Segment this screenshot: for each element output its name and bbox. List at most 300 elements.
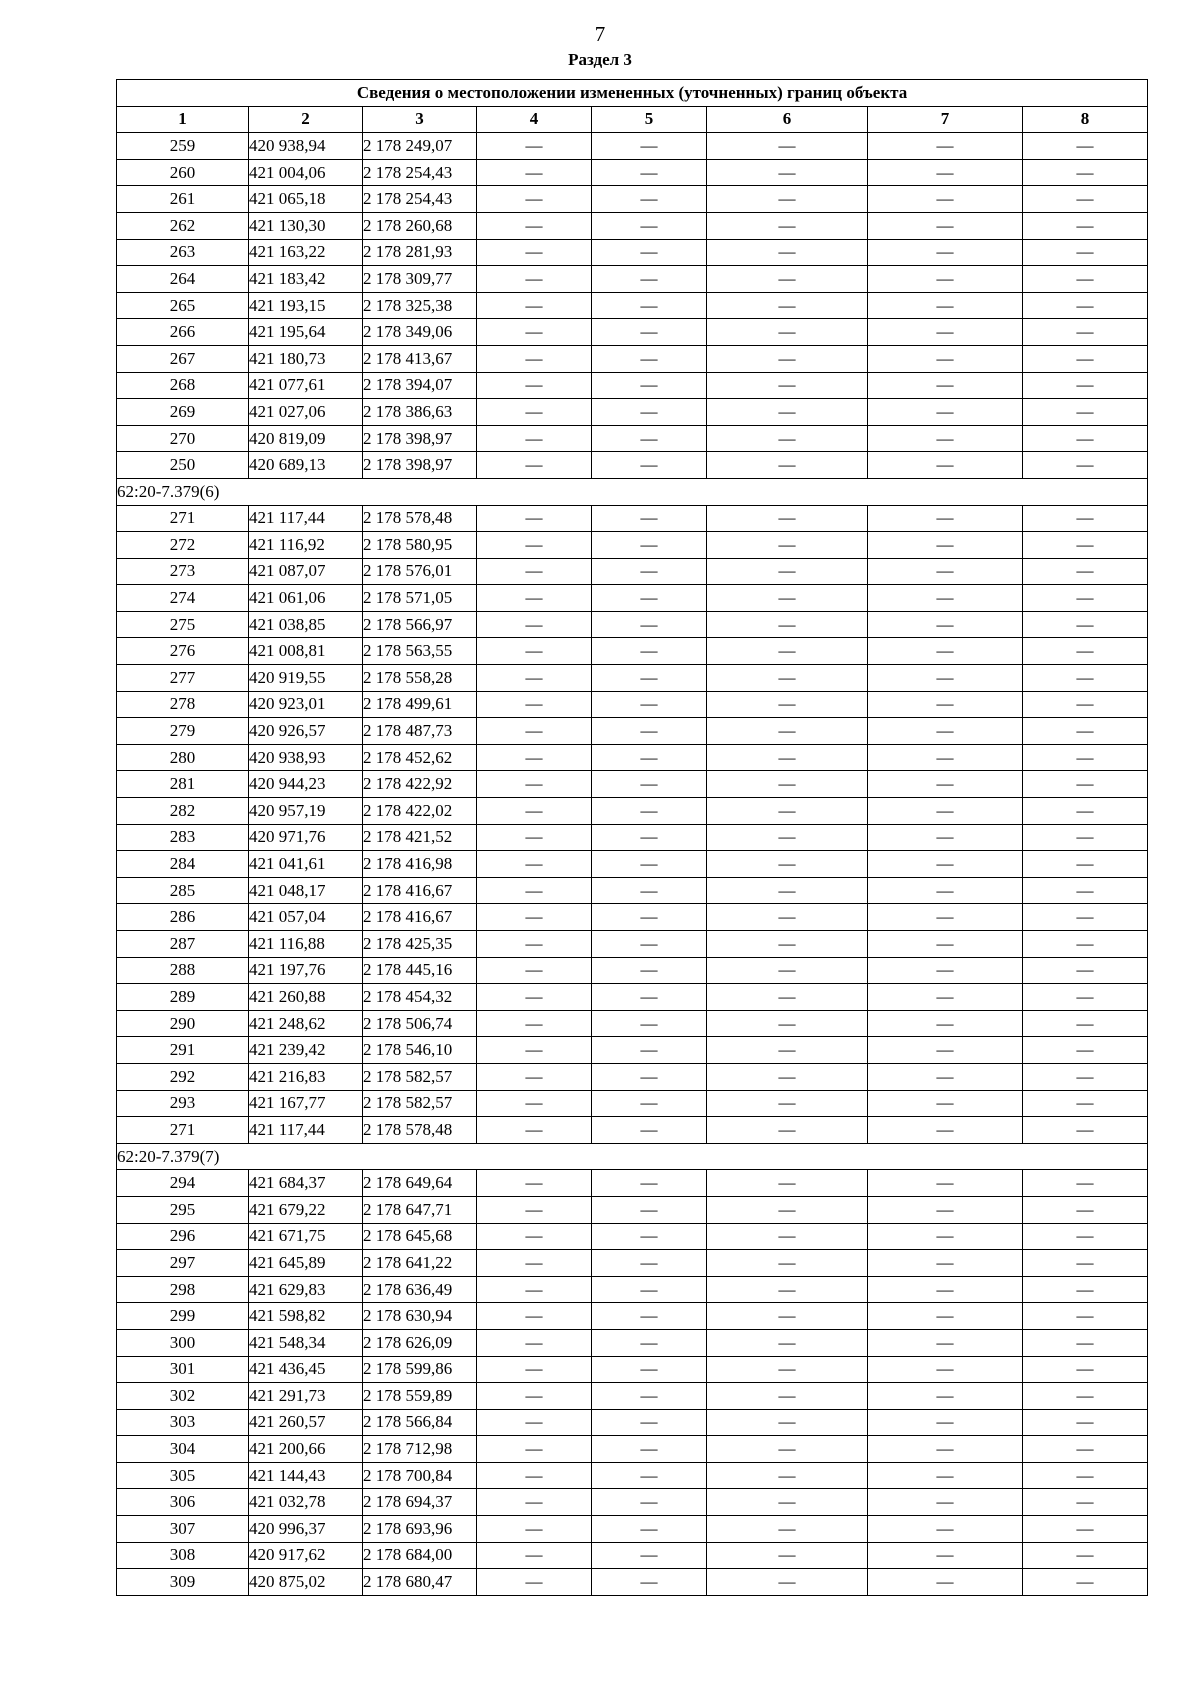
empty-cell: — — [707, 824, 868, 851]
coordinate-y: 2 178 684,00 — [363, 1542, 477, 1569]
empty-cell: — — [477, 212, 592, 239]
empty-cell: — — [1023, 1063, 1148, 1090]
empty-cell: — — [1023, 718, 1148, 745]
empty-cell: — — [707, 1303, 868, 1330]
empty-cell: — — [592, 1117, 707, 1144]
coordinate-x: 421 200,66 — [249, 1436, 363, 1463]
empty-cell: — — [477, 718, 592, 745]
coordinate-y: 2 178 394,07 — [363, 372, 477, 399]
coordinate-x: 421 197,76 — [249, 957, 363, 984]
empty-cell: — — [477, 452, 592, 479]
coordinate-x: 421 260,57 — [249, 1409, 363, 1436]
table-row — [117, 931, 1148, 958]
empty-cell: — — [1023, 1569, 1148, 1596]
coordinate-y: 2 178 416,98 — [363, 851, 477, 878]
table-row — [117, 1170, 1148, 1197]
empty-cell: — — [868, 904, 1023, 931]
column-number: 5 — [592, 106, 707, 133]
empty-cell: — — [707, 585, 868, 612]
coordinate-y: 2 178 576,01 — [363, 558, 477, 585]
coordinate-x: 421 629,83 — [249, 1276, 363, 1303]
empty-cell: — — [1023, 691, 1148, 718]
coordinate-y: 2 178 421,52 — [363, 824, 477, 851]
empty-cell: — — [1023, 1117, 1148, 1144]
empty-cell: — — [1023, 1196, 1148, 1223]
empty-cell: — — [868, 505, 1023, 532]
coordinate-y: 2 178 325,38 — [363, 292, 477, 319]
coordinate-x: 421 195,64 — [249, 319, 363, 346]
empty-cell: — — [592, 1090, 707, 1117]
empty-cell: — — [1023, 665, 1148, 692]
table-row — [117, 718, 1148, 745]
empty-cell: — — [477, 611, 592, 638]
empty-cell: — — [592, 425, 707, 452]
table-row — [117, 1462, 1148, 1489]
empty-cell: — — [477, 1090, 592, 1117]
coordinate-y: 2 178 254,43 — [363, 186, 477, 213]
empty-cell: — — [477, 1010, 592, 1037]
empty-cell: — — [868, 1250, 1023, 1277]
empty-cell: — — [592, 159, 707, 186]
point-number: 283 — [117, 824, 249, 851]
coordinate-y: 2 178 582,57 — [363, 1063, 477, 1090]
coordinate-x: 421 087,07 — [249, 558, 363, 585]
coordinate-y: 2 178 694,37 — [363, 1489, 477, 1516]
empty-cell: — — [707, 266, 868, 293]
point-number: 288 — [117, 957, 249, 984]
coordinate-x: 421 193,15 — [249, 292, 363, 319]
empty-cell: — — [868, 1303, 1023, 1330]
point-number: 295 — [117, 1196, 249, 1223]
empty-cell: — — [592, 319, 707, 346]
table-row — [117, 1303, 1148, 1330]
table-row — [117, 292, 1148, 319]
empty-cell: — — [592, 292, 707, 319]
empty-cell: — — [868, 1356, 1023, 1383]
empty-cell: — — [1023, 292, 1148, 319]
empty-cell: — — [707, 798, 868, 825]
empty-cell: — — [477, 1223, 592, 1250]
empty-cell: — — [868, 1037, 1023, 1064]
coordinate-y: 2 178 580,95 — [363, 532, 477, 559]
empty-cell: — — [477, 1196, 592, 1223]
empty-cell: — — [592, 1037, 707, 1064]
coordinate-y: 2 178 712,98 — [363, 1436, 477, 1463]
point-number: 260 — [117, 159, 249, 186]
coordinate-x: 421 116,92 — [249, 532, 363, 559]
point-number: 266 — [117, 319, 249, 346]
coordinate-y: 2 178 349,06 — [363, 319, 477, 346]
empty-cell: — — [1023, 239, 1148, 266]
coordinate-y: 2 178 626,09 — [363, 1329, 477, 1356]
column-number: 6 — [707, 106, 868, 133]
empty-cell: — — [477, 133, 592, 160]
table-row — [117, 1516, 1148, 1543]
coordinate-y: 2 178 386,63 — [363, 399, 477, 426]
coordinate-y: 2 178 398,97 — [363, 425, 477, 452]
point-number: 293 — [117, 1090, 249, 1117]
empty-cell: — — [707, 1329, 868, 1356]
column-number: 3 — [363, 106, 477, 133]
coordinate-y: 2 178 413,67 — [363, 345, 477, 372]
empty-cell: — — [477, 931, 592, 958]
empty-cell: — — [707, 1409, 868, 1436]
empty-cell: — — [868, 1090, 1023, 1117]
empty-cell: — — [868, 957, 1023, 984]
empty-cell: — — [592, 984, 707, 1011]
coordinate-y: 2 178 571,05 — [363, 585, 477, 612]
table-row — [117, 665, 1148, 692]
table-caption: Сведения о местоположении измененных (уточненных) границ объекта — [117, 80, 1148, 107]
table-row — [117, 1356, 1148, 1383]
empty-cell: — — [707, 399, 868, 426]
empty-cell: — — [592, 212, 707, 239]
empty-cell: — — [868, 1516, 1023, 1543]
empty-cell: — — [592, 824, 707, 851]
empty-cell: — — [1023, 877, 1148, 904]
empty-cell: — — [707, 1276, 868, 1303]
coordinate-y: 2 178 416,67 — [363, 904, 477, 931]
empty-cell: — — [1023, 399, 1148, 426]
empty-cell: — — [592, 1356, 707, 1383]
empty-cell: — — [868, 1569, 1023, 1596]
empty-cell: — — [592, 691, 707, 718]
empty-cell: — — [592, 505, 707, 532]
empty-cell: — — [1023, 266, 1148, 293]
empty-cell: — — [477, 744, 592, 771]
table-row — [117, 1037, 1148, 1064]
empty-cell: — — [477, 425, 592, 452]
column-number: 1 — [117, 106, 249, 133]
empty-cell: — — [707, 1516, 868, 1543]
empty-cell: — — [707, 744, 868, 771]
empty-cell: — — [592, 904, 707, 931]
empty-cell: — — [1023, 957, 1148, 984]
empty-cell: — — [707, 638, 868, 665]
empty-cell: — — [1023, 212, 1148, 239]
coordinate-x: 421 183,42 — [249, 266, 363, 293]
coordinate-x: 421 117,44 — [249, 505, 363, 532]
empty-cell: — — [868, 1063, 1023, 1090]
table-row — [117, 133, 1148, 160]
table-row — [117, 611, 1148, 638]
empty-cell: — — [707, 186, 868, 213]
point-number: 276 — [117, 638, 249, 665]
coordinate-y: 2 178 566,84 — [363, 1409, 477, 1436]
empty-cell: — — [1023, 1516, 1148, 1543]
empty-cell: — — [1023, 133, 1148, 160]
empty-cell: — — [1023, 159, 1148, 186]
point-number: 261 — [117, 186, 249, 213]
empty-cell: — — [868, 1117, 1023, 1144]
table-row — [117, 372, 1148, 399]
table-row — [117, 239, 1148, 266]
coordinate-x: 421 027,06 — [249, 399, 363, 426]
empty-cell: — — [868, 1542, 1023, 1569]
empty-cell: — — [1023, 1409, 1148, 1436]
point-number: 303 — [117, 1409, 249, 1436]
empty-cell: — — [868, 1223, 1023, 1250]
point-number: 287 — [117, 931, 249, 958]
empty-cell: — — [477, 1250, 592, 1277]
empty-cell: — — [477, 904, 592, 931]
empty-cell: — — [707, 611, 868, 638]
coordinate-x: 421 167,77 — [249, 1090, 363, 1117]
point-number: 298 — [117, 1276, 249, 1303]
point-number: 292 — [117, 1063, 249, 1090]
table-row — [117, 744, 1148, 771]
empty-cell: — — [707, 931, 868, 958]
coordinate-x: 421 004,06 — [249, 159, 363, 186]
coordinate-y: 2 178 649,64 — [363, 1170, 477, 1197]
point-number: 281 — [117, 771, 249, 798]
empty-cell: — — [868, 691, 1023, 718]
empty-cell: — — [592, 1063, 707, 1090]
coordinate-x: 420 819,09 — [249, 425, 363, 452]
point-number: 274 — [117, 585, 249, 612]
empty-cell: — — [477, 1569, 592, 1596]
table-row — [117, 505, 1148, 532]
table-row — [117, 1276, 1148, 1303]
empty-cell: — — [477, 558, 592, 585]
group-label: 62:20-7.379(6) — [117, 478, 1148, 505]
empty-cell: — — [707, 425, 868, 452]
empty-cell: — — [868, 984, 1023, 1011]
empty-cell: — — [592, 1516, 707, 1543]
empty-cell: — — [592, 345, 707, 372]
empty-cell: — — [707, 558, 868, 585]
point-number: 259 — [117, 133, 249, 160]
coordinate-x: 421 671,75 — [249, 1223, 363, 1250]
point-number: 277 — [117, 665, 249, 692]
empty-cell: — — [868, 399, 1023, 426]
empty-cell: — — [868, 771, 1023, 798]
empty-cell: — — [592, 1170, 707, 1197]
empty-cell: — — [868, 425, 1023, 452]
empty-cell: — — [868, 638, 1023, 665]
coordinate-x: 421 180,73 — [249, 345, 363, 372]
empty-cell: — — [477, 1037, 592, 1064]
empty-cell: — — [592, 957, 707, 984]
point-number: 279 — [117, 718, 249, 745]
coordinate-x: 421 645,89 — [249, 1250, 363, 1277]
point-number: 300 — [117, 1329, 249, 1356]
table-row — [117, 266, 1148, 293]
coordinate-y: 2 178 260,68 — [363, 212, 477, 239]
empty-cell: — — [1023, 425, 1148, 452]
empty-cell: — — [477, 505, 592, 532]
point-number: 301 — [117, 1356, 249, 1383]
empty-cell: — — [592, 1223, 707, 1250]
table-row — [117, 1569, 1148, 1596]
point-number: 280 — [117, 744, 249, 771]
empty-cell: — — [1023, 1436, 1148, 1463]
empty-cell: — — [477, 1276, 592, 1303]
empty-cell: — — [592, 1409, 707, 1436]
table-row — [117, 1436, 1148, 1463]
empty-cell: — — [592, 1542, 707, 1569]
empty-cell: — — [868, 1276, 1023, 1303]
coordinate-y: 2 178 636,49 — [363, 1276, 477, 1303]
coordinate-x: 421 041,61 — [249, 851, 363, 878]
empty-cell: — — [1023, 345, 1148, 372]
empty-cell: — — [868, 744, 1023, 771]
empty-cell: — — [868, 133, 1023, 160]
table-row — [117, 1196, 1148, 1223]
empty-cell: — — [707, 1356, 868, 1383]
point-number: 286 — [117, 904, 249, 931]
coordinate-y: 2 178 599,86 — [363, 1356, 477, 1383]
empty-cell: — — [707, 292, 868, 319]
table-row — [117, 851, 1148, 878]
empty-cell: — — [477, 319, 592, 346]
empty-cell: — — [1023, 452, 1148, 479]
empty-cell: — — [1023, 904, 1148, 931]
empty-cell: — — [477, 798, 592, 825]
coordinate-y: 2 178 506,74 — [363, 1010, 477, 1037]
empty-cell: — — [868, 452, 1023, 479]
empty-cell: — — [477, 186, 592, 213]
point-number: 265 — [117, 292, 249, 319]
empty-cell: — — [477, 824, 592, 851]
empty-cell: — — [707, 1170, 868, 1197]
table-body — [117, 133, 1148, 1596]
empty-cell: — — [592, 1569, 707, 1596]
empty-cell: — — [868, 931, 1023, 958]
coordinate-y: 2 178 249,07 — [363, 133, 477, 160]
empty-cell: — — [477, 532, 592, 559]
empty-cell: — — [868, 851, 1023, 878]
point-number: 306 — [117, 1489, 249, 1516]
empty-cell: — — [592, 665, 707, 692]
point-number: 299 — [117, 1303, 249, 1330]
point-number: 275 — [117, 611, 249, 638]
column-number: 7 — [868, 106, 1023, 133]
point-number: 250 — [117, 452, 249, 479]
empty-cell: — — [592, 931, 707, 958]
point-number: 291 — [117, 1037, 249, 1064]
table-row — [117, 877, 1148, 904]
table-row — [117, 691, 1148, 718]
empty-cell: — — [707, 1436, 868, 1463]
empty-cell: — — [868, 798, 1023, 825]
coordinate-x: 421 291,73 — [249, 1383, 363, 1410]
coordinate-x: 420 957,19 — [249, 798, 363, 825]
coordinate-x: 420 938,93 — [249, 744, 363, 771]
point-number: 302 — [117, 1383, 249, 1410]
empty-cell: — — [707, 1383, 868, 1410]
table-row — [117, 425, 1148, 452]
empty-cell: — — [868, 1436, 1023, 1463]
empty-cell: — — [477, 877, 592, 904]
coordinate-x: 420 926,57 — [249, 718, 363, 745]
coordinate-y: 2 178 680,47 — [363, 1569, 477, 1596]
coordinate-y: 2 178 566,97 — [363, 611, 477, 638]
coordinate-x: 420 971,76 — [249, 824, 363, 851]
empty-cell: — — [707, 1542, 868, 1569]
empty-cell: — — [868, 611, 1023, 638]
empty-cell: — — [1023, 1250, 1148, 1277]
page-number: 7 — [594, 22, 606, 46]
empty-cell: — — [707, 319, 868, 346]
empty-cell: — — [1023, 505, 1148, 532]
empty-cell: — — [477, 1462, 592, 1489]
empty-cell: — — [592, 851, 707, 878]
coordinate-x: 421 144,43 — [249, 1462, 363, 1489]
table-row — [117, 1063, 1148, 1090]
empty-cell: — — [868, 319, 1023, 346]
empty-cell: — — [868, 345, 1023, 372]
empty-cell: — — [592, 452, 707, 479]
empty-cell: — — [707, 665, 868, 692]
empty-cell: — — [707, 452, 868, 479]
empty-cell: — — [707, 212, 868, 239]
empty-cell: — — [477, 1383, 592, 1410]
empty-cell: — — [1023, 319, 1148, 346]
empty-cell: — — [477, 1063, 592, 1090]
empty-cell: — — [477, 957, 592, 984]
empty-cell: — — [1023, 1223, 1148, 1250]
coordinate-y: 2 178 487,73 — [363, 718, 477, 745]
empty-cell: — — [1023, 1303, 1148, 1330]
coordinate-y: 2 178 546,10 — [363, 1037, 477, 1064]
empty-cell: — — [592, 585, 707, 612]
coordinate-y: 2 178 281,93 — [363, 239, 477, 266]
table-row — [117, 159, 1148, 186]
point-number: 269 — [117, 399, 249, 426]
coordinate-x: 421 116,88 — [249, 931, 363, 958]
table-row — [117, 1223, 1148, 1250]
empty-cell: — — [477, 691, 592, 718]
empty-cell: — — [707, 691, 868, 718]
column-number-row — [117, 106, 1148, 133]
point-number: 308 — [117, 1542, 249, 1569]
empty-cell: — — [592, 266, 707, 293]
point-number: 285 — [117, 877, 249, 904]
point-number: 264 — [117, 266, 249, 293]
group-header-row — [117, 478, 1148, 505]
table-row — [117, 638, 1148, 665]
empty-cell: — — [592, 611, 707, 638]
empty-cell: — — [868, 532, 1023, 559]
empty-cell: — — [477, 345, 592, 372]
coordinate-y: 2 178 425,35 — [363, 931, 477, 958]
empty-cell: — — [477, 771, 592, 798]
empty-cell: — — [477, 1170, 592, 1197]
coordinate-x: 421 436,45 — [249, 1356, 363, 1383]
empty-cell: — — [707, 505, 868, 532]
point-number: 297 — [117, 1250, 249, 1277]
empty-cell: — — [1023, 1383, 1148, 1410]
group-label: 62:20-7.379(7) — [117, 1143, 1148, 1170]
table-row — [117, 824, 1148, 851]
column-number: 4 — [477, 106, 592, 133]
table-row — [117, 1090, 1148, 1117]
coordinate-y: 2 178 422,02 — [363, 798, 477, 825]
empty-cell: — — [707, 877, 868, 904]
table-row — [117, 1250, 1148, 1277]
table-row — [117, 798, 1148, 825]
coordinate-x: 421 260,88 — [249, 984, 363, 1011]
empty-cell: — — [592, 532, 707, 559]
coordinate-x: 421 130,30 — [249, 212, 363, 239]
table-row — [117, 585, 1148, 612]
empty-cell: — — [868, 239, 1023, 266]
empty-cell: — — [477, 984, 592, 1011]
coordinate-y: 2 178 422,92 — [363, 771, 477, 798]
empty-cell: — — [477, 1409, 592, 1436]
empty-cell: — — [592, 771, 707, 798]
